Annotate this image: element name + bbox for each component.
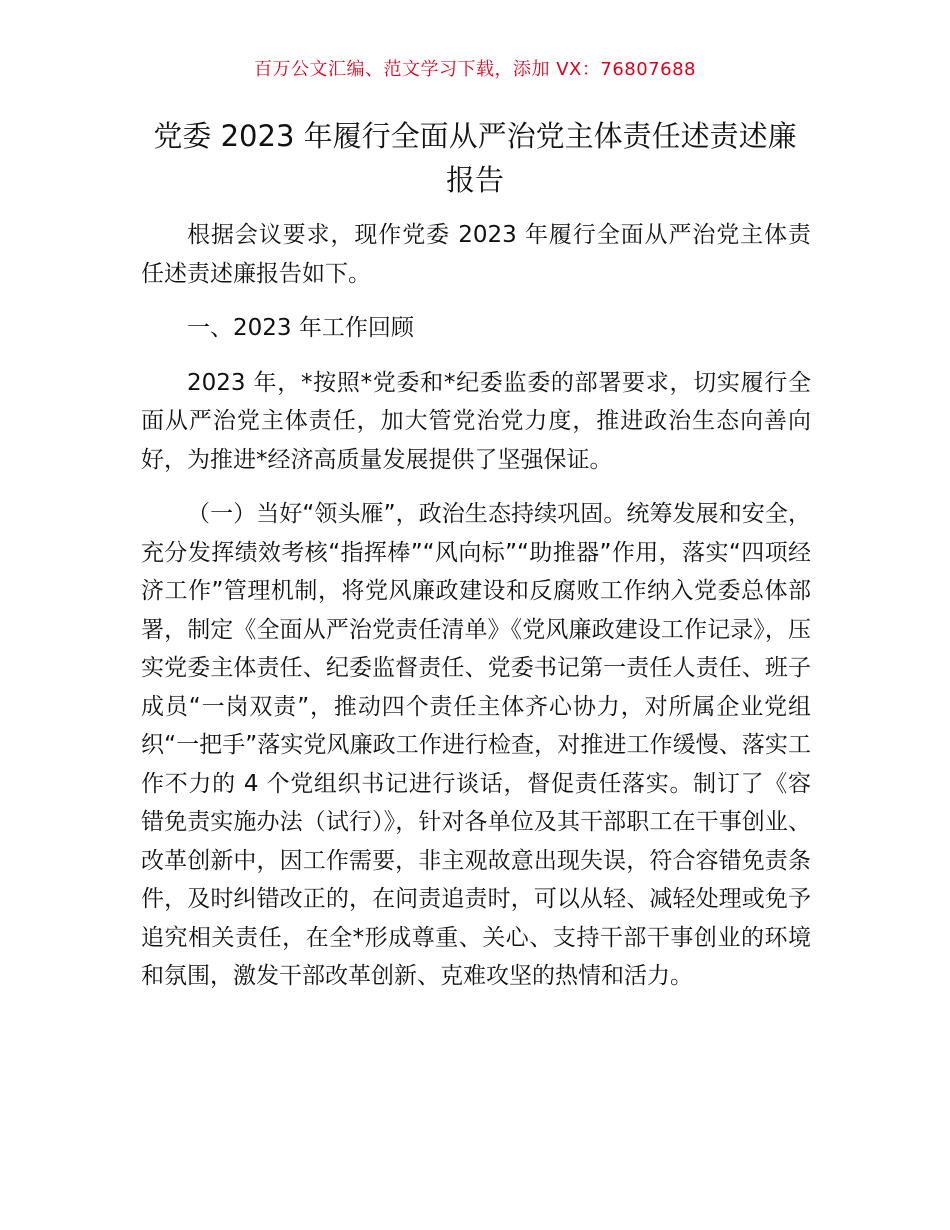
review-paragraph: 2023 年，*按照*党委和*纪委监委的部署要求，切实履行全面从严治党主体责任，加大管党治党力度，推进政治生态向善向好，为推进*经济高质量发展提供了坚强保证。 (141, 369, 811, 473)
watermark-header: 百万公文汇编、范文学习下载，添加 VX：76807688 (254, 59, 696, 80)
document-title: 党委 2023 年履行全面从严治党主体责任述责述廉报告 (153, 119, 797, 197)
subsection-paragraph: （一）当好“领头雁”，政治生态持续巩固。统筹发展和安全，充分发挥绩效考核“指挥棒”“风向标”“助推器”作用，落实“四项经济工作”管理机制，将党风廉政建设和反腐败工作纳入党委总体部署，制定《全面从严治党责任清单》《党风廉政建设工作记录》，压实党委主体责任、纪委监督责任、党委书记第一责任人责任、班子成员“一岗双责”，推动四个责任主体齐心协力，对所属企业党组织“一把手”落实党风廉政工作进行检查，对推进工作缓慢、落实工作不力的 4 个党组织书记进行谈话，督促责任落实。制订了《容错免责实施办法（试行）》，针对各单位及其干部职工在干事创业、改革创新中，因工作需要，非主观故意出现失误，符合容错免责条件，及时纠错改正的，在问责追责时，可以从轻、减轻处理或免予追究相关责任，在全*形成尊重、关心、支持干部干事创业的环境和氛围，激发干部改革创新、克难攻坚的热情和活力。 (141, 501, 811, 989)
section-heading: 一、2023 年工作回顾 (187, 315, 414, 341)
intro-paragraph: 根据会议要求，现作党委 2023 年履行全面从严治党主体责任述责述廉报告如下。 (141, 222, 811, 287)
document-body (141, 216, 811, 996)
